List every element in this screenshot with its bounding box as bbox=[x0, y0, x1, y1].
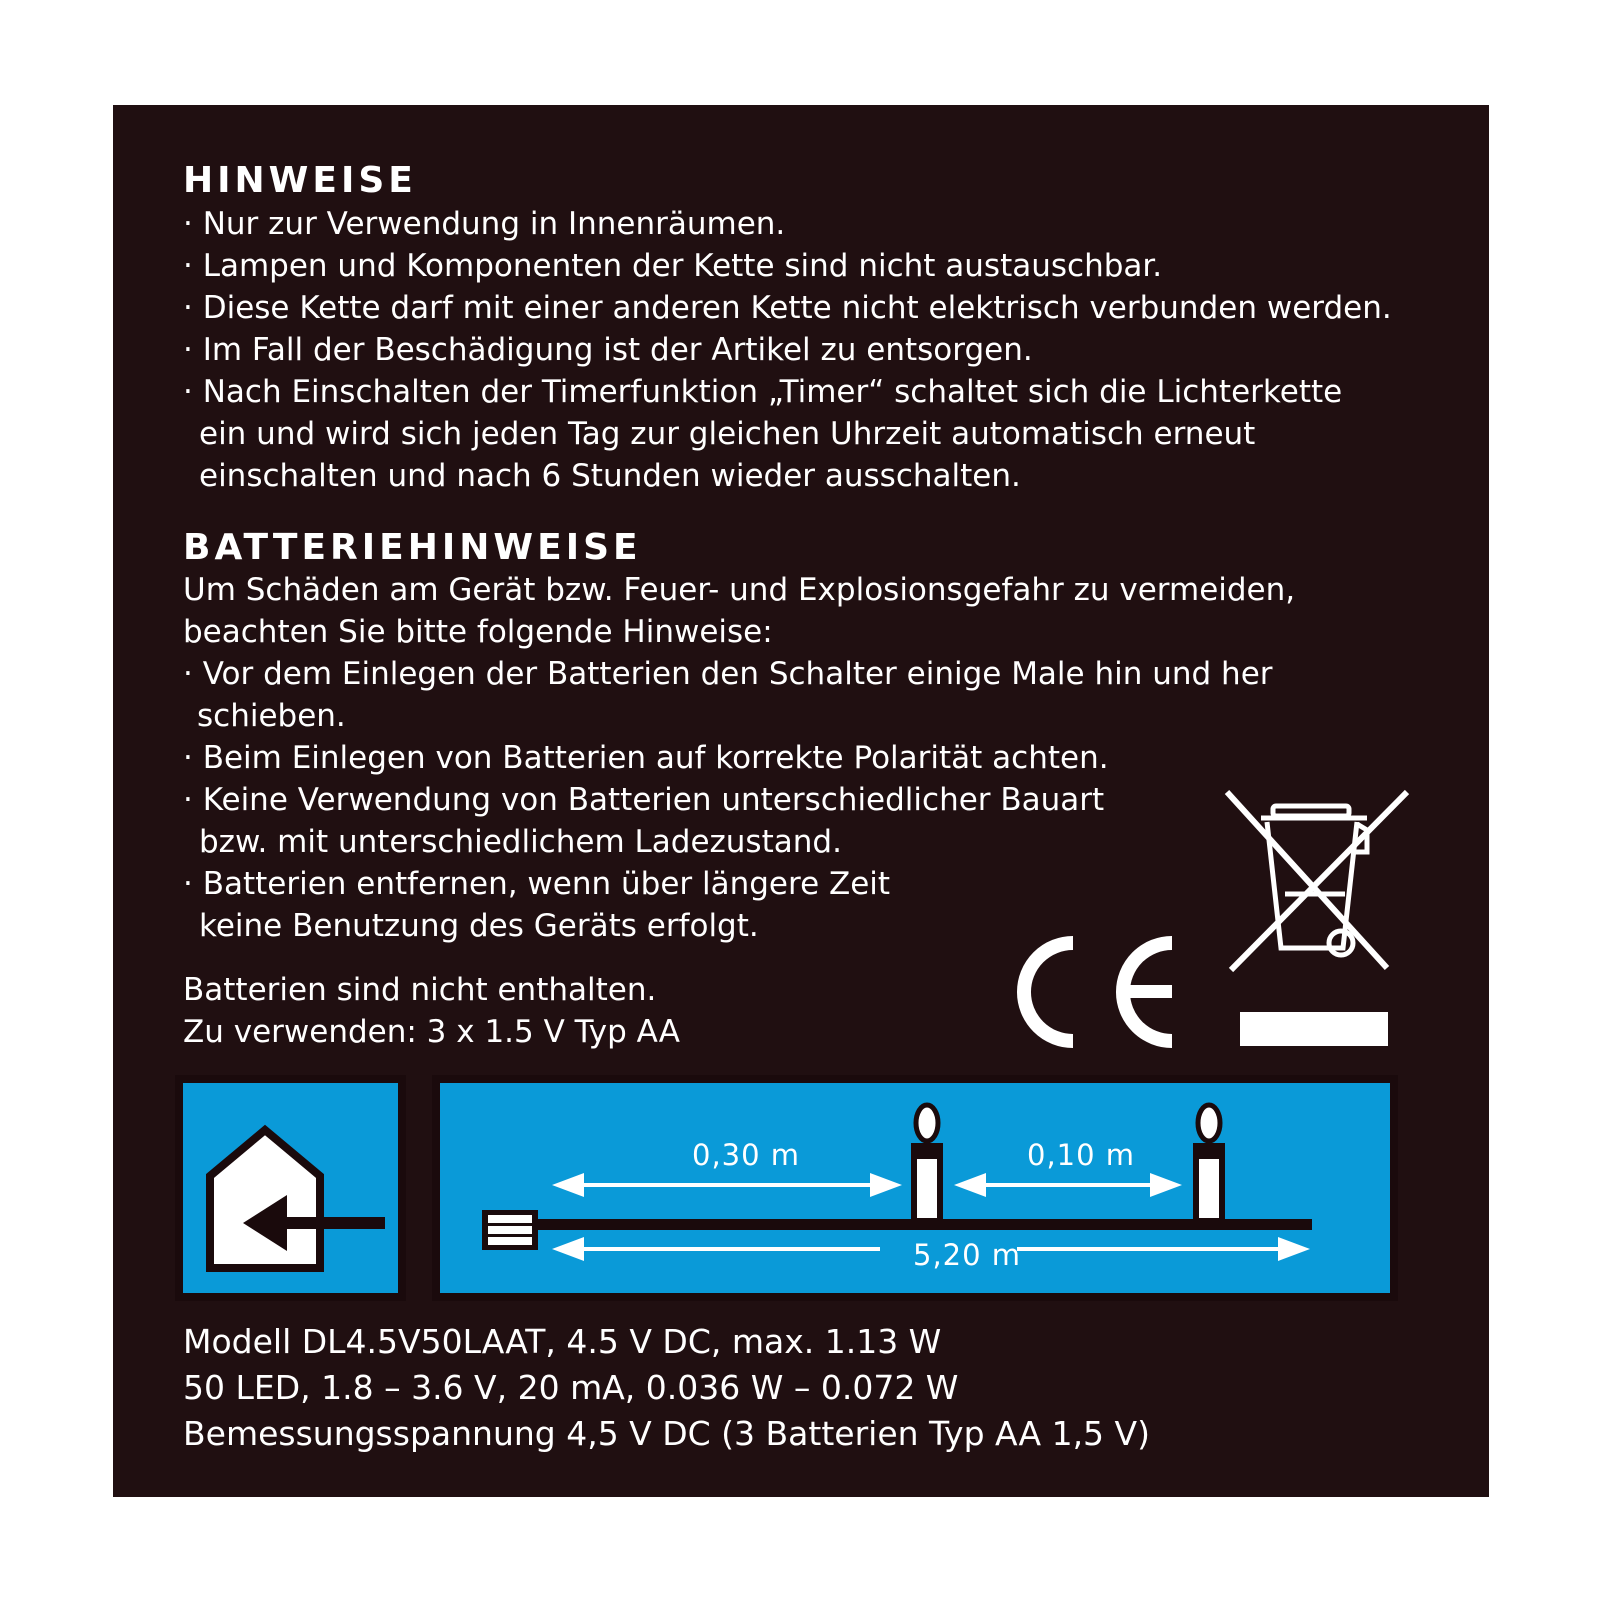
spec-line: Bemessungsspannung 4,5 V DC (3 Batterien Typ AA 1,5 V) bbox=[183, 1414, 1150, 1453]
battery-notes-line: · Keine Verwendung von Batterien unterschiedlicher Bauart bbox=[183, 782, 1105, 818]
battery-notes-line: · Batterien entfernen, wenn über längere Zeit bbox=[183, 866, 891, 902]
total-length-label: 5,20 m bbox=[913, 1238, 1022, 1272]
crossed-out-wheelie-bin-icon bbox=[1225, 790, 1415, 1050]
battery-notes-heading: BATTERIEHINWEISE bbox=[183, 527, 642, 568]
notes-line: ein und wird sich jeden Tag zur gleichen Uhrzeit automatisch erneut bbox=[199, 416, 1256, 452]
battery-type: Zu verwenden: 3 x 1.5 V Typ AA bbox=[183, 1014, 680, 1050]
notes-heading: HINWEISE bbox=[183, 160, 417, 201]
batteries-not-included: Batterien sind nicht enthalten. bbox=[183, 972, 657, 1008]
notes-line: · Nach Einschalten der Timerfunktion „Timer“ schaltet sich die Lichterkette bbox=[183, 374, 1343, 410]
notes-line: einschalten und nach 6 Stunden wieder ausschalten. bbox=[199, 458, 1021, 494]
battery-notes-line: · Beim Einlegen von Batterien auf korrekte Polarität achten. bbox=[183, 740, 1109, 776]
led-bulb-icon bbox=[1193, 1105, 1225, 1225]
battery-notes-line: bzw. mit unterschiedlichem Ladezustand. bbox=[199, 824, 842, 860]
spec-line: 50 LED, 1.8 – 3.6 V, 20 mA, 0.036 W – 0.072 W bbox=[183, 1368, 959, 1407]
battery-notes-line: schieben. bbox=[197, 698, 346, 734]
notes-line: · Diese Kette darf mit einer anderen Kette nicht elektrisch verbunden werden. bbox=[183, 290, 1392, 326]
spacing-label: 0,10 m bbox=[1027, 1138, 1136, 1172]
battery-notes-line: · Vor dem Einlegen der Batterien den Schalter einige Male hin und her bbox=[183, 656, 1273, 692]
notes-line: · Nur zur Verwendung in Innenräumen. bbox=[183, 206, 786, 242]
battery-notes-line: Um Schäden am Gerät bzw. Feuer- und Explosionsgefahr zu vermeiden, bbox=[183, 572, 1296, 608]
battery-box-icon bbox=[482, 1210, 538, 1250]
notes-line: · Im Fall der Beschädigung ist der Artikel zu entsorgen. bbox=[183, 332, 1033, 368]
notes-line: · Lampen und Komponenten der Kette sind nicht austauschbar. bbox=[183, 248, 1163, 284]
indoor-use-house-icon bbox=[175, 1075, 406, 1301]
spec-line: Modell DL4.5V50LAAT, 4.5 V DC, max. 1.13 W bbox=[183, 1322, 942, 1361]
led-bulb-icon bbox=[911, 1105, 943, 1225]
lead-length-label: 0,30 m bbox=[692, 1138, 801, 1172]
battery-notes-line: keine Benutzung des Geräts erfolgt. bbox=[199, 908, 759, 944]
ce-mark-icon bbox=[1010, 933, 1180, 1053]
battery-notes-line: beachten Sie bitte folgende Hinweise: bbox=[183, 614, 773, 650]
